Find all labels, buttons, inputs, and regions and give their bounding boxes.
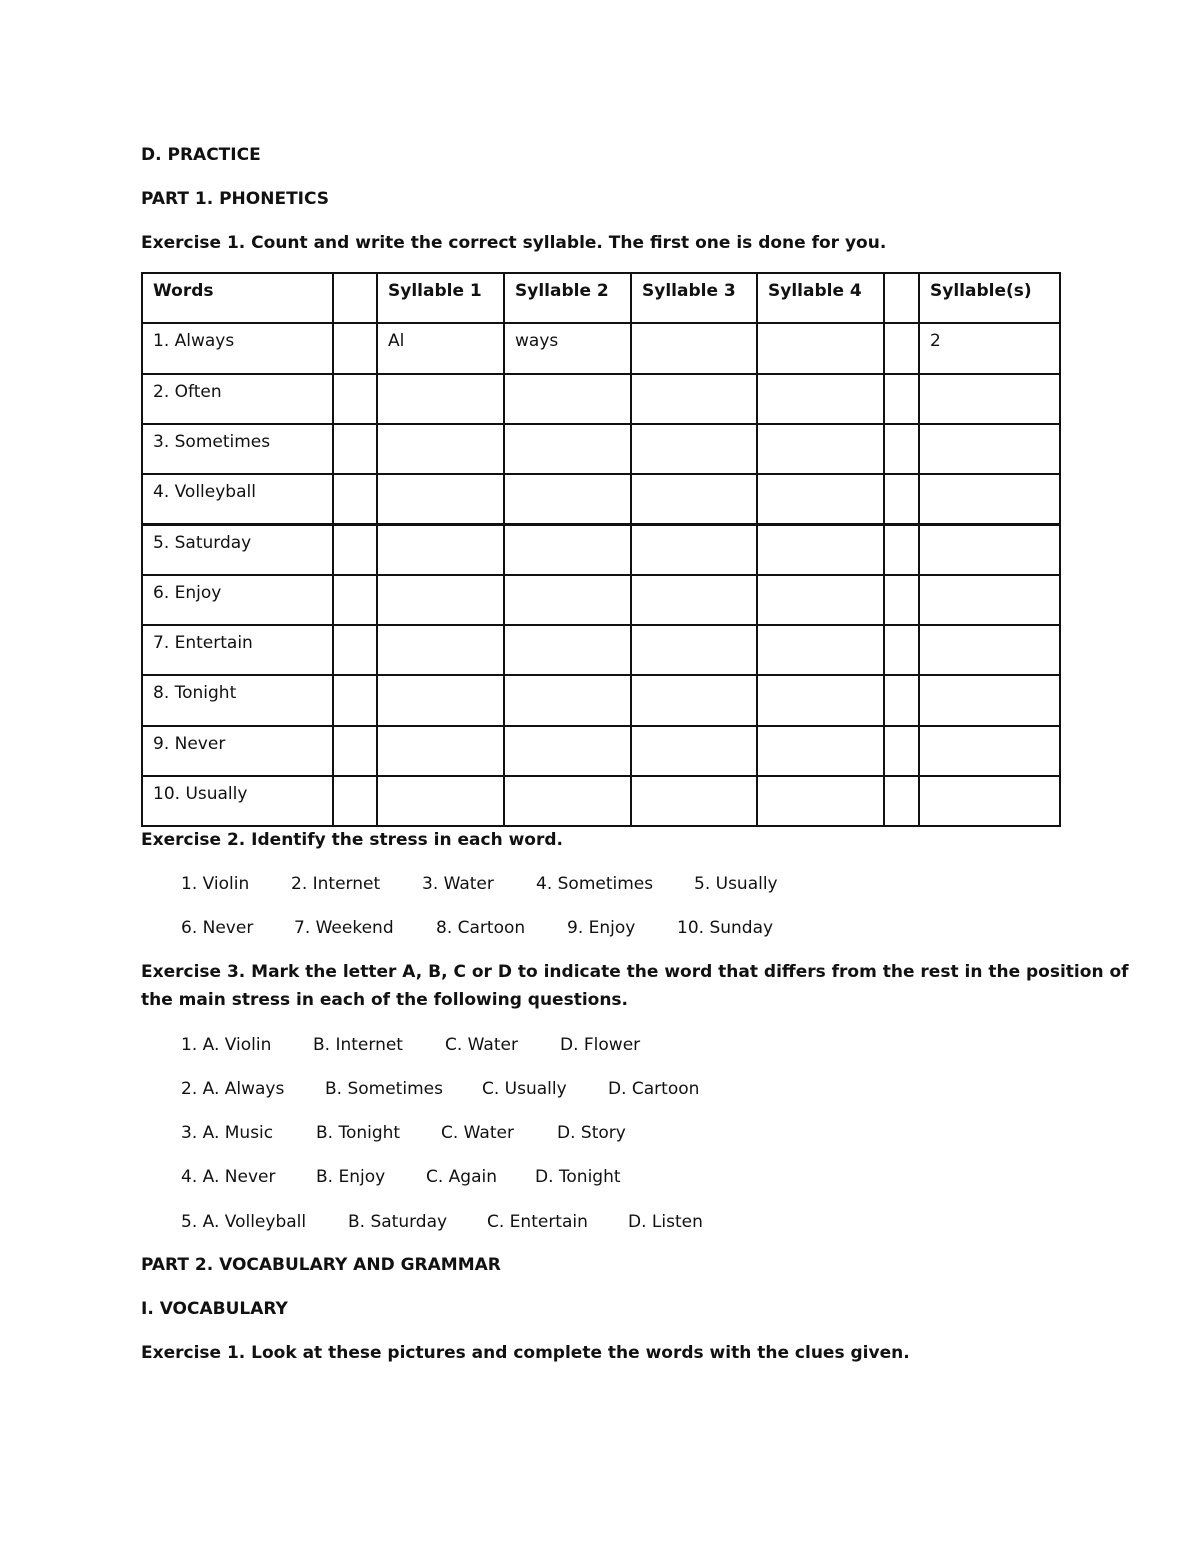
table-word-cell: 1. Always xyxy=(141,322,334,374)
exercise3-title-line-2: the main stress in each of the following questions. xyxy=(141,990,629,1010)
table-cell xyxy=(918,775,1061,827)
exercise2-word: 9. Enjoy xyxy=(567,918,636,938)
exercise3-option: D. Story xyxy=(557,1123,626,1143)
table-cell xyxy=(503,423,632,475)
table-cell xyxy=(756,373,885,425)
table-cell xyxy=(883,674,920,726)
table-row xyxy=(141,373,1059,425)
exercise3-option: B. Saturday xyxy=(348,1212,448,1232)
table-cell xyxy=(376,775,505,827)
exercise3-option: B. Enjoy xyxy=(316,1167,386,1187)
table-cell xyxy=(376,373,505,425)
exercise3-option: D. Cartoon xyxy=(608,1079,700,1099)
exercise3-option: D. Tonight xyxy=(535,1167,621,1187)
table-cell xyxy=(918,574,1061,626)
table-header-cell: Syllable 4 xyxy=(756,272,885,324)
exercise3-option: B. Sometimes xyxy=(325,1079,443,1099)
table-cell xyxy=(503,674,632,726)
table-cell xyxy=(630,524,758,576)
exercise3-option: 2. A. Always xyxy=(181,1079,285,1099)
exercise3-option: C. Usually xyxy=(482,1079,567,1099)
table-header-cell: Syllable 2 xyxy=(503,272,632,324)
exercise3-option: 5. A. Volleyball xyxy=(181,1212,307,1232)
table-word-cell: 10. Usually xyxy=(141,775,334,827)
exercise3-option: B. Internet xyxy=(313,1035,403,1055)
table-header-cell xyxy=(332,272,378,324)
exercise3-title-line-1: Exercise 3. Mark the letter A, B, C or D to indicate the word that differs from the rest in the position of xyxy=(141,962,1129,982)
syllable-table xyxy=(141,272,1059,825)
table-cell xyxy=(630,322,758,374)
table-cell xyxy=(756,725,885,777)
table-cell: 2 xyxy=(918,322,1061,374)
table-cell: Al xyxy=(376,322,505,374)
part2-title: PART 2. VOCABULARY AND GRAMMAR xyxy=(141,1255,501,1275)
table-cell xyxy=(503,624,632,676)
table-cell xyxy=(376,574,505,626)
table-cell xyxy=(756,674,885,726)
table-word-cell: 6. Enjoy xyxy=(141,574,334,626)
table-cell xyxy=(883,624,920,676)
table-row xyxy=(141,524,1059,576)
table-word-cell: 2. Often xyxy=(141,373,334,425)
table-row xyxy=(141,473,1059,525)
table-cell xyxy=(332,725,378,777)
table-cell xyxy=(918,373,1061,425)
table-cell xyxy=(332,473,378,525)
table-row xyxy=(141,674,1059,726)
table-cell xyxy=(630,674,758,726)
table-cell xyxy=(332,775,378,827)
table-cell xyxy=(756,524,885,576)
table-cell xyxy=(918,524,1061,576)
table-cell xyxy=(918,473,1061,525)
table-cell xyxy=(756,423,885,475)
table-cell xyxy=(332,322,378,374)
table-cell xyxy=(376,725,505,777)
exercise2-word: 5. Usually xyxy=(694,874,778,894)
table-cell xyxy=(332,373,378,425)
table-row xyxy=(141,423,1059,475)
table-cell xyxy=(503,373,632,425)
table-cell xyxy=(918,423,1061,475)
table-word-cell: 3. Sometimes xyxy=(141,423,334,475)
exercise2-word: 1. Violin xyxy=(181,874,250,894)
table-cell xyxy=(376,624,505,676)
table-header-cell: Syllable 1 xyxy=(376,272,505,324)
table-cell xyxy=(756,624,885,676)
table-cell xyxy=(332,624,378,676)
table-cell xyxy=(883,725,920,777)
table-cell xyxy=(630,473,758,525)
table-word-cell: 9. Never xyxy=(141,725,334,777)
exercise3-option: C. Water xyxy=(445,1035,518,1055)
table-header-row xyxy=(141,272,1059,324)
table-cell xyxy=(883,423,920,475)
table-cell xyxy=(883,322,920,374)
table-cell xyxy=(883,473,920,525)
vocabulary-exercise1-title: Exercise 1. Look at these pictures and complete the words with the clues given. xyxy=(141,1343,910,1363)
table-header-cell xyxy=(883,272,920,324)
table-cell xyxy=(883,373,920,425)
table-cell xyxy=(376,674,505,726)
table-cell xyxy=(630,373,758,425)
table-header-cell: Syllable 3 xyxy=(630,272,758,324)
table-row xyxy=(141,574,1059,626)
vocabulary-title: I. VOCABULARY xyxy=(141,1299,288,1319)
exercise3-option: 4. A. Never xyxy=(181,1167,276,1187)
table-cell xyxy=(630,423,758,475)
exercise2-title: Exercise 2. Identify the stress in each word. xyxy=(141,830,563,850)
exercise2-word: 4. Sometimes xyxy=(536,874,654,894)
table-cell xyxy=(918,624,1061,676)
table-cell xyxy=(503,473,632,525)
exercise3-option: C. Again xyxy=(426,1167,498,1187)
table-cell xyxy=(756,775,885,827)
table-cell xyxy=(630,725,758,777)
table-cell xyxy=(332,574,378,626)
exercise3-option: 3. A. Music xyxy=(181,1123,274,1143)
exercise2-word: 10. Sunday xyxy=(677,918,774,938)
table-cell xyxy=(332,423,378,475)
table-cell xyxy=(630,624,758,676)
table-cell xyxy=(756,574,885,626)
table-cell xyxy=(503,775,632,827)
table-word-cell: 8. Tonight xyxy=(141,674,334,726)
table-word-cell: 7. Entertain xyxy=(141,624,334,676)
table-cell xyxy=(630,775,758,827)
table-row xyxy=(141,725,1059,777)
table-cell xyxy=(883,775,920,827)
table-cell xyxy=(756,473,885,525)
table-cell xyxy=(376,473,505,525)
exercise3-option: C. Entertain xyxy=(487,1212,588,1232)
exercise3-option: 1. A. Violin xyxy=(181,1035,272,1055)
exercise3-option: C. Water xyxy=(441,1123,514,1143)
table-row xyxy=(141,775,1059,827)
table-word-cell: 5. Saturday xyxy=(141,524,334,576)
part1-title: PART 1. PHONETICS xyxy=(141,189,330,209)
exercise2-word: 3. Water xyxy=(422,874,494,894)
exercise2-word: 7. Weekend xyxy=(294,918,394,938)
section-title: D. PRACTICE xyxy=(141,145,261,165)
table-cell xyxy=(503,574,632,626)
exercise3-option: B. Tonight xyxy=(316,1123,401,1143)
table-header-cell: Words xyxy=(141,272,334,324)
table-cell xyxy=(918,725,1061,777)
exercise1-title: Exercise 1. Count and write the correct syllable. The first one is done for you. xyxy=(141,233,887,253)
exercise3-option: D. Flower xyxy=(560,1035,641,1055)
table-cell xyxy=(883,524,920,576)
table-cell xyxy=(918,674,1061,726)
table-cell xyxy=(332,524,378,576)
table-word-cell: 4. Volleyball xyxy=(141,473,334,525)
exercise3-option: D. Listen xyxy=(628,1212,703,1232)
exercise2-word: 6. Never xyxy=(181,918,254,938)
exercise2-word: 2. Internet xyxy=(291,874,381,894)
table-row xyxy=(141,624,1059,676)
table-cell xyxy=(883,574,920,626)
table-cell: ways xyxy=(503,322,632,374)
table-cell xyxy=(332,674,378,726)
table-cell xyxy=(503,725,632,777)
table-row xyxy=(141,322,1059,374)
table-cell xyxy=(756,322,885,374)
table-cell xyxy=(503,524,632,576)
table-header-cell: Syllable(s) xyxy=(918,272,1061,324)
table-cell xyxy=(376,524,505,576)
table-cell xyxy=(376,423,505,475)
exercise2-word: 8. Cartoon xyxy=(436,918,526,938)
table-cell xyxy=(630,574,758,626)
